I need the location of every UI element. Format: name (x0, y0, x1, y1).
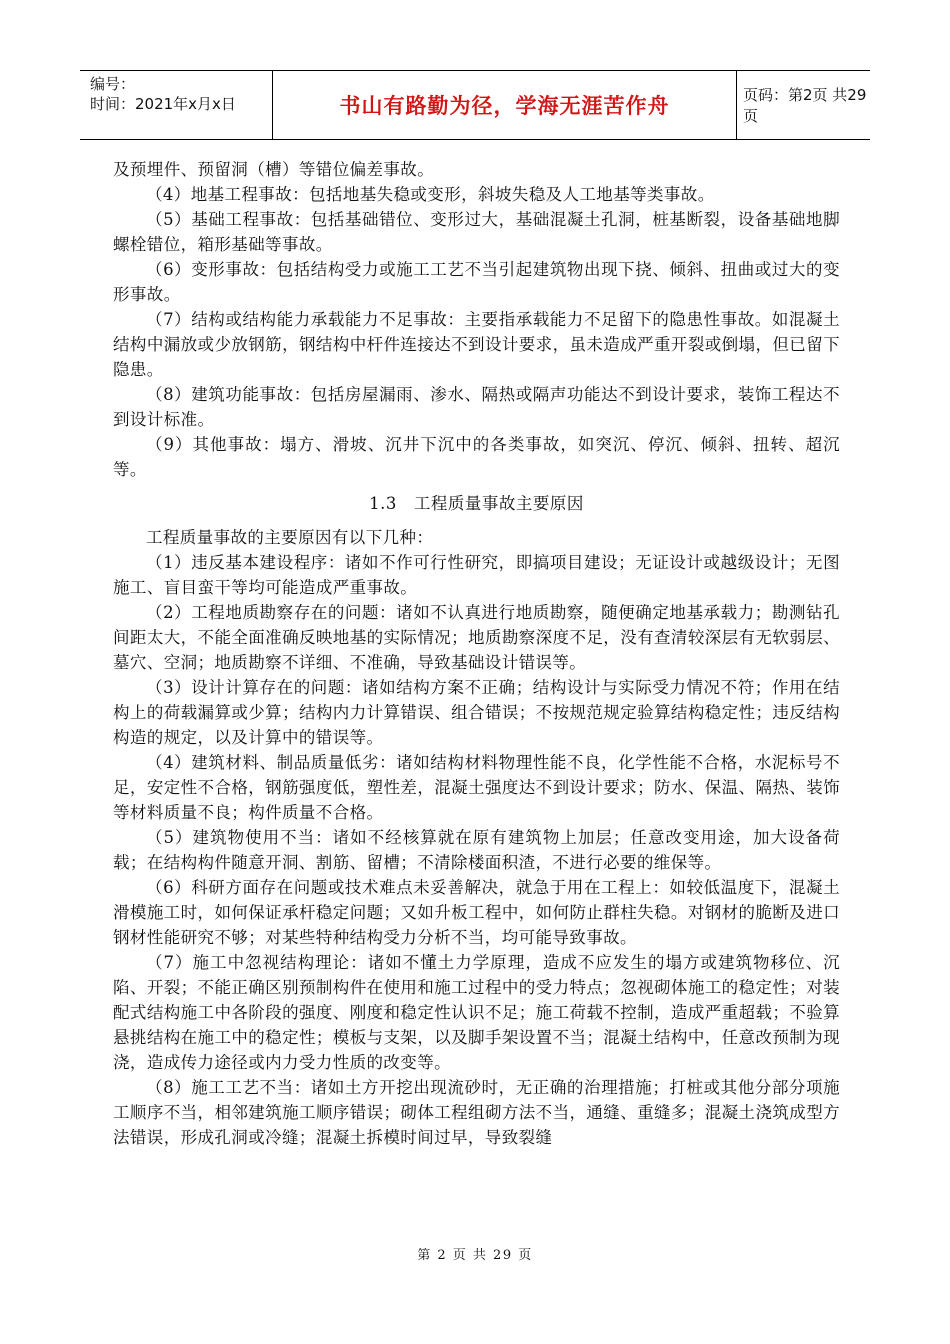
paragraph: （2）工程地质勘察存在的问题：诸如不认真进行地质勘察，随便确定地基承载力；勘测钻孔间距太大，不能全面准确反映地基的实际情况；地质勘察深度不足，没有查清较深层有无软弱层、墓穴、空洞；地质勘察不详细、不准确，导致基础设计错误等。 (113, 603, 840, 672)
header-motto-cell (273, 71, 737, 139)
paragraph: （6）变形事故：包括结构受力或施工工艺不当引起建筑物出现下挠、倾斜、扭曲或过大的变形事故。 (113, 260, 840, 304)
paragraph: （7）结构或结构能力承载能力不足事故：主要指承载能力不足留下的隐患性事故。如混凝土结构中漏放或少放钢筋，钢结构中杆件连接达不到设计要求，虽未造成严重开裂或倒塌，但已留下隐患。 (113, 310, 840, 379)
header-page-info-cell (737, 71, 870, 139)
section-title: 1.3 工程质量事故主要原因 (369, 494, 584, 513)
paragraph: （5）建筑物使用不当：诸如不经核算就在原有建筑物上加层；任意改变用途，加大设备荷载；在结构构件随意开洞、割筋、留槽；不清除楼面积渣，不进行必要的维保等。 (113, 828, 840, 872)
header-motto: 书山有路勤为径，学海无涯苦作舟 (339, 94, 670, 118)
paragraph: （5）基础工程事故：包括基础错位、变形过大，基础混凝土孔洞，桩基断裂，设备基础地脚螺栓错位，箱形基础等事故。 (113, 210, 840, 254)
paragraph: （8）建筑功能事故：包括房屋漏雨、渗水、隔热或隔声功能达不到设计要求，装饰工程达不到设计标准。 (113, 385, 840, 429)
paragraph: （6）科研方面存在问题或技术难点未妥善解决，就急于用在工程上：如较低温度下，混凝土滑模施工时，如何保证承杆稳定问题；又如升板工程中，如何防止群柱失稳。对钢材的脆断及进口钢材性能研究不够；对某些特种结构受力分析不当，均可能导致事故。 (113, 878, 840, 947)
header-meta (80, 71, 273, 139)
paragraph: （8）施工工艺不当：诸如土方开挖出现流砂时，无正确的治理措施；打桩或其他分部分项施工顺序不当，相邻建筑施工顺序错误；砌体工程组砌方法不当，通缝、重缝多；混凝土浇筑成型方法错误，形成孔洞或冷缝；混凝土拆模时间过早，导致裂缝 (113, 1078, 840, 1147)
header-page-info: 页码：第2页 共29页 (743, 86, 867, 125)
document-body (113, 157, 840, 1150)
paragraph: （7）施工中忽视结构理论：诸如不懂土力学原理，造成不应发生的塌方或建筑物移位、沉陷、开裂；不能正确区别预制构件在使用和施工过程中的受力特点；忽视砌体施工的稳定性；对装配式结构施工中各阶段的强度、刚度和稳定性认识不足；施工荷载不控制，造成严重超载；不验算悬挑结构在施工中的稳定性；模板与支架，以及脚手架设置不当；混凝土结构中，任意改预制为现浇，造成传力途径或内力受力性质的改变等。 (113, 953, 840, 1072)
paragraph: （4）建筑材料、制品质量低劣：诸如结构材料物理性能不良，化学性能不合格，水泥标号不足，安定性不合格，钢筋强度低，塑性差，混凝土强度达不到设计要求；防水、保温、隔热、装饰等材料质量不良；构件质量不合格。 (113, 753, 840, 822)
paragraph: 工程质量事故的主要原因有以下几种： (146, 528, 434, 547)
page-footer: 第 2 页 共 29 页 (417, 1248, 533, 1263)
paragraph: （9）其他事故：塌方、滑坡、沉井下沉中的各类事故，如突沉、停沉、倾斜、扭转、超沉等。 (113, 435, 840, 479)
paragraph: 及预埋件、预留洞（槽）等错位偏差事故。 (113, 160, 435, 179)
paragraph: （1）违反基本建设程序：诸如不作可行性研究，即搞项目建设；无证设计或越级设计；无图施工、盲目蛮干等均可能造成严重事故。 (113, 553, 840, 597)
paragraph: （4）地基工程事故：包括地基失稳或变形，斜坡失稳及人工地基等类事故。 (146, 185, 715, 204)
header-number-label: 编号： (90, 75, 136, 93)
header-date-label: 时间：2021年x月x日 (90, 95, 236, 113)
paragraph: （3）设计计算存在的问题：诸如结构方案不正确；结构设计与实际受力情况不符；作用在结构上的荷载漏算或少算；结构内力计算错误、组合错误；不按规范规定验算结构稳定性；违反结构构造的规定，以及计算中的错误等。 (113, 678, 840, 747)
page-header (80, 70, 870, 140)
